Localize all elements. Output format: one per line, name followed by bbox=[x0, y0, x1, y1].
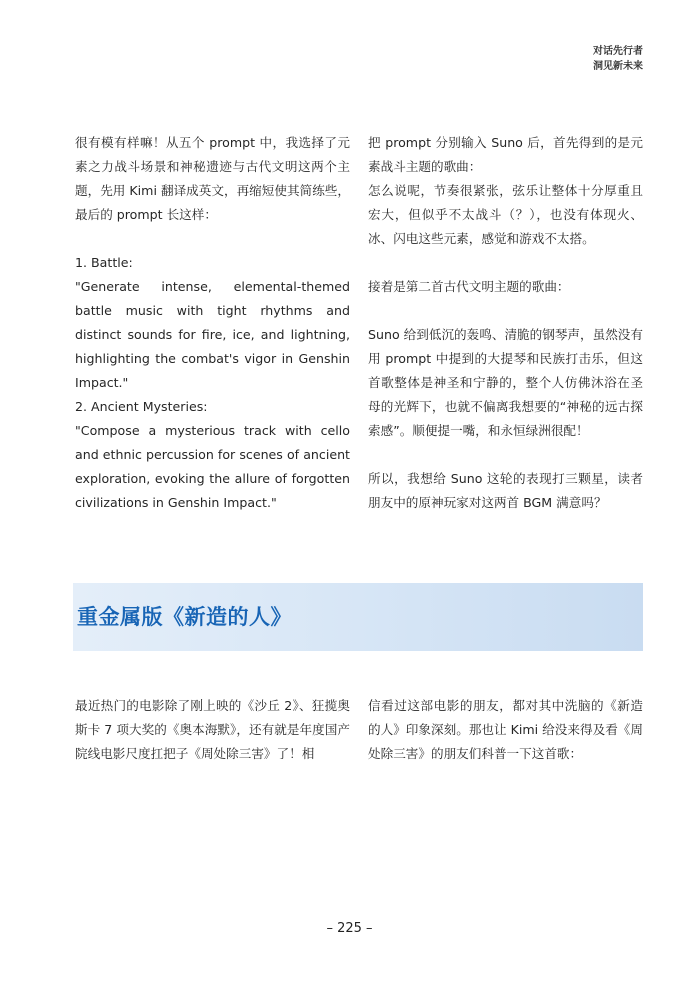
conclusion-paragraph: 所以，我想给 Suno 这轮的表现打三颗星，读者朋友中的原神玩家对这两首 BGM 满意吗？ bbox=[368, 471, 643, 510]
page-number: – 225 – bbox=[326, 921, 373, 936]
bottom-right-column bbox=[368, 694, 643, 766]
header-line-2: 洞见新未来 bbox=[593, 61, 643, 72]
prompt-2-text: "Compose a mysterious track with cello and ethnic percussion for scenes of ancient exploration, evoking the allure of forgotten civilizations in Genshin Impact." bbox=[75, 423, 355, 510]
ancient-intro-paragraph: 接着是第二首古代文明主题的歌曲： bbox=[368, 279, 570, 294]
top-left-column bbox=[75, 131, 355, 515]
prompt-2-title: 2. Ancient Mysteries: bbox=[75, 399, 208, 414]
header-line-1: 对话先行者 bbox=[593, 46, 643, 57]
movie-intro-paragraph: 最近热门的电影除了刚上映的《沙丘 2》、狂揽奥斯卡 7 项大奖的《奥本海默》，还有就是年度国产院线电影尺度扛把子《周处除三害》了！相 bbox=[75, 698, 350, 761]
top-right-column bbox=[368, 131, 643, 515]
bottom-left-column bbox=[75, 694, 350, 766]
battle-intro-paragraph: 把 prompt 分别输入 Suno 后，首先得到的是元素战斗主题的歌曲： bbox=[368, 135, 643, 174]
page-header bbox=[593, 44, 643, 74]
prompt-1-title: 1. Battle: bbox=[75, 255, 133, 270]
battle-review-paragraph: 怎么说呢，节奏很紧张，弦乐让整体十分厚重且宏大，但似乎不太战斗（？），也没有体现火、冰、闪电这些元素，感觉和游戏不太搭。 bbox=[368, 183, 643, 246]
intro-paragraph: 很有模有样嘛！从五个 prompt 中，我选择了元素之力战斗场景和神秘遗迹与古代文明这两个主题，先用 Kimi 翻译成英文，再缩短使其简练些，最后的 prompt 长这样： bbox=[75, 135, 350, 222]
prompt-1-text: "Generate intense, elemental-themed battle music with tight rhythms and distinct sounds for fire, ice, and lightning, highlighting the combat's vigor in Genshin Impact." bbox=[75, 279, 355, 390]
section-banner bbox=[73, 583, 643, 651]
ancient-review-paragraph: Suno 给到低沉的轰鸣、清脆的钢琴声，虽然没有用 prompt 中提到的大提琴和民族打击乐，但这首歌整体是神圣和宁静的，整个人仿佛沐浴在圣母的光辉下，也就不偏离我想要的“神秘的远古探索感”。顺便提一嘴，和永恒绿洲很配！ bbox=[368, 327, 643, 438]
section-title: 重金属版《新造的人》 bbox=[77, 605, 292, 629]
movie-intro-continued-paragraph: 信看过这部电影的朋友，都对其中洗脑的《新造的人》印象深刻。那也让 Kimi 给没来得及看《周处除三害》的朋友们科普一下这首歌： bbox=[368, 698, 643, 761]
